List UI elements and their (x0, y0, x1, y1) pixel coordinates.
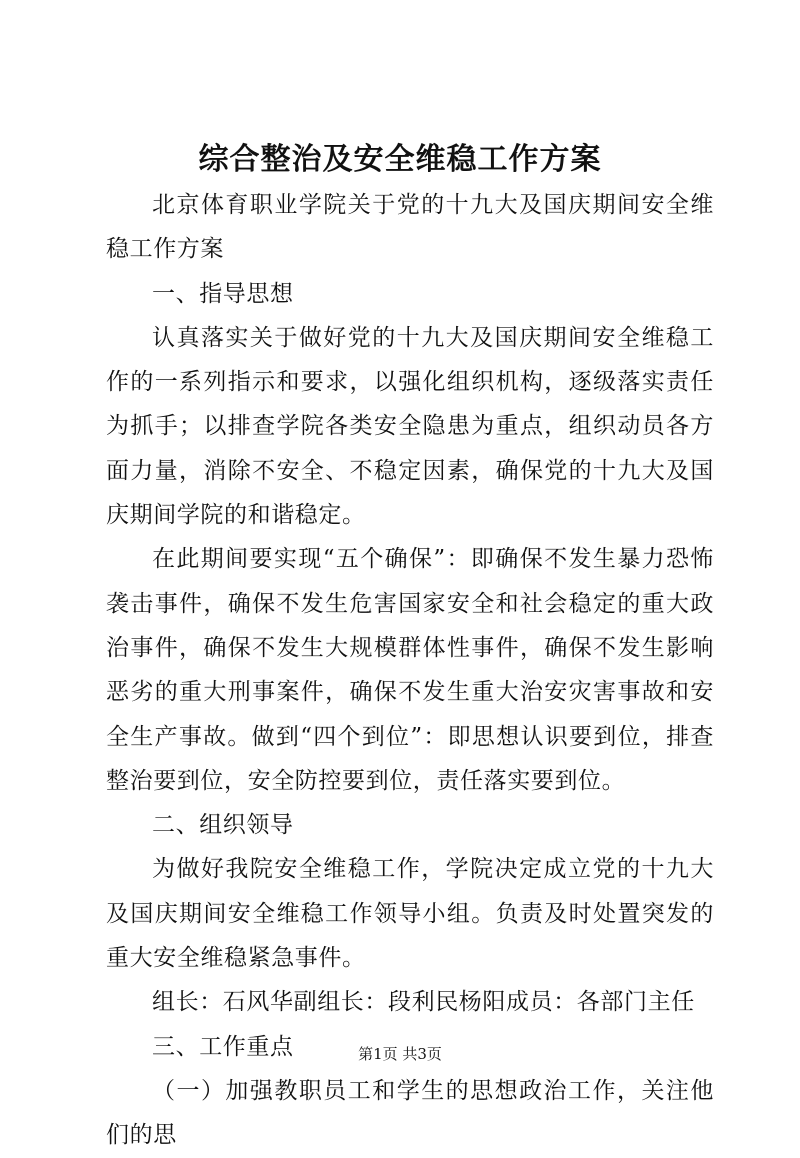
paragraph-work-focus-1: （一）加强教职员工和学生的思想政治工作，关注他们的思 (106, 1077, 714, 1149)
paragraph-leaders: 组长：石风华副组长：段利民杨阳成员：各部门主任 (152, 989, 695, 1016)
heading-guiding-thought: 一、指导思想 (152, 280, 294, 307)
heading-work-focus: 三、工作重点 (152, 1033, 294, 1060)
paragraph-five-ensures: 在此期间要实现“五个确保”：即确保不发生暴力恐怖袭击事件，确保不发生危害国家安全和社会稳定的重大政治事件，确保不发生大规模群体性事件，确保不发生影响恶劣的重大刑事案件，确保不发生重大治安灾害事故和安全生产事故。做到“四个到位”：即思想认识要到位，排查整治要到位，安全防控要到位，责任落实要到位。 (106, 546, 714, 794)
document-title: 综合整治及安全维稳工作方案 (198, 142, 602, 177)
paragraph-organization: 为做好我院安全维稳工作，学院决定成立党的十九大及国庆期间安全维稳工作领导小组。负责及时处置突发的重大安全维稳紧急事件。 (106, 856, 714, 972)
paragraph-plan-name: 北京体育职业学院关于党的十九大及国庆期间安全维稳工作方案 (106, 192, 714, 263)
heading-organization: 二、组织领导 (152, 812, 294, 839)
paragraph-guiding-thought: 认真落实关于做好党的十九大及国庆期间安全维稳工作的一系列指示和要求，以强化组织机构，逐级落实责任为抓手；以排查学院各类安全隐患为重点，组织动员各方面力量，消除不安全、不稳定因素，确保党的十九大及国庆期间学院的和谐稳定。 (106, 324, 714, 529)
document-body (106, 183, 714, 1158)
page-footer: 第1页 共3页 (358, 1045, 442, 1063)
